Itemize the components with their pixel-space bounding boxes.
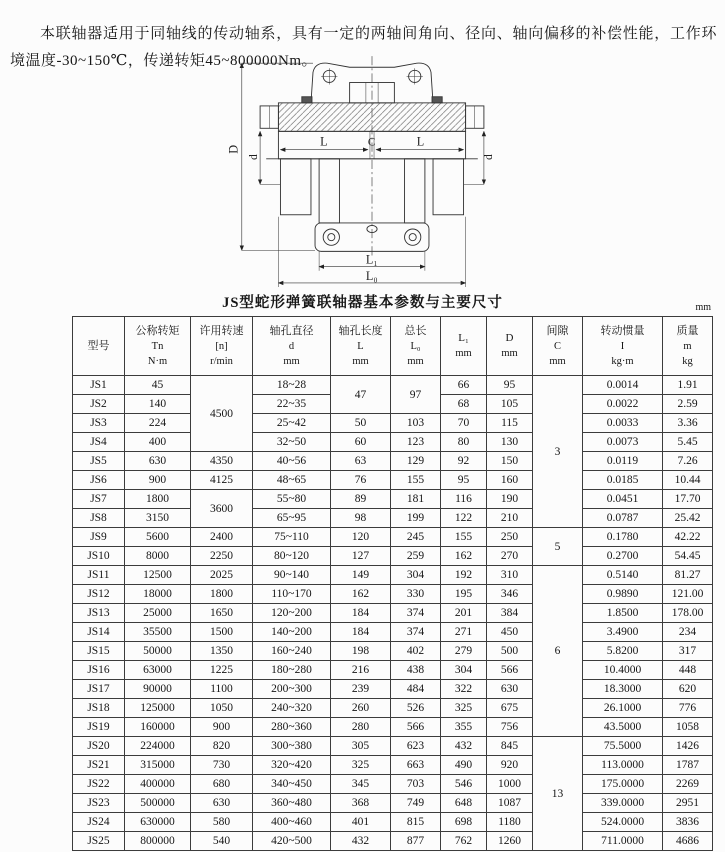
cell: 18~28 <box>253 376 331 395</box>
cell: 524.0000 <box>583 813 663 832</box>
cell: 648 <box>441 794 487 813</box>
table-row <box>73 737 713 756</box>
table-row <box>73 547 713 566</box>
dim-label-D: D <box>226 144 241 154</box>
cell: 762 <box>441 832 487 851</box>
column-header: 轴孔长度 L mm <box>331 317 391 376</box>
cell: 815 <box>391 813 441 832</box>
cell: JS3 <box>73 414 125 433</box>
cell: 155 <box>391 471 441 490</box>
cell: 270 <box>487 547 533 566</box>
table-row <box>73 661 713 680</box>
cell: 122 <box>441 509 487 528</box>
cell: 355 <box>441 718 487 737</box>
cell: JS9 <box>73 528 125 547</box>
dim-label-d-left: d <box>248 154 261 160</box>
cell: 703 <box>391 775 441 794</box>
cell: JS23 <box>73 794 125 813</box>
cell: 360~480 <box>253 794 331 813</box>
table-row <box>73 699 713 718</box>
column-header: 总长 L₀ mm <box>391 317 441 376</box>
cell: 730 <box>191 756 253 775</box>
cell: 432 <box>331 832 391 851</box>
cell: 259 <box>391 547 441 566</box>
intro-paragraph: 本联轴器适用于同轴线的传动轴系，具有一定的两轴间角向、径向、轴向偏移的补偿性能，工作环境温度-30~150℃，传递转矩45~800000Nm。 <box>10 26 717 69</box>
cell: 438 <box>391 661 441 680</box>
cell: 75~110 <box>253 528 331 547</box>
cell: 3 <box>533 376 583 528</box>
cell: 95 <box>487 376 533 395</box>
cell: 1650 <box>191 604 253 623</box>
cell: 630000 <box>125 813 191 832</box>
cell: 756 <box>487 718 533 737</box>
cell: 129 <box>391 452 441 471</box>
cell: 155 <box>441 528 487 547</box>
cell: 698 <box>441 813 487 832</box>
column-header: 质量 m kg <box>663 317 713 376</box>
cell: 162 <box>441 547 487 566</box>
cell: 500000 <box>125 794 191 813</box>
cell: 89 <box>331 490 391 509</box>
cell: 280~360 <box>253 718 331 737</box>
cell: 776 <box>663 699 713 718</box>
column-header: 型号 <box>73 317 125 376</box>
cell: 1800 <box>125 490 191 509</box>
cell: 3.4900 <box>583 623 663 642</box>
cell: 4500 <box>191 376 253 452</box>
cell: 484 <box>391 680 441 699</box>
table-row <box>73 832 713 851</box>
cell: JS17 <box>73 680 125 699</box>
cell: 374 <box>391 623 441 642</box>
cell: 125000 <box>125 699 191 718</box>
cell: 630 <box>487 680 533 699</box>
cell: 0.0119 <box>583 452 663 471</box>
cell: 115 <box>487 414 533 433</box>
cell: 10.4000 <box>583 661 663 680</box>
cell: 623 <box>391 737 441 756</box>
cell: 526 <box>391 699 441 718</box>
column-header: 轴孔直径 d mm <box>253 317 331 376</box>
cell: 18000 <box>125 585 191 604</box>
dim-label-C: C <box>367 136 376 149</box>
cell: 900 <box>191 718 253 737</box>
table-row <box>73 718 713 737</box>
cell: 201 <box>441 604 487 623</box>
cell: 420~500 <box>253 832 331 851</box>
cell: JS10 <box>73 547 125 566</box>
cell: 60 <box>331 433 391 452</box>
cell: 68 <box>441 395 487 414</box>
cell: JS21 <box>73 756 125 775</box>
cell: 5600 <box>125 528 191 547</box>
table-row <box>73 566 713 585</box>
cell: 4350 <box>191 452 253 471</box>
cell: 0.0451 <box>583 490 663 509</box>
cell: 1500 <box>191 623 253 642</box>
cell: 2400 <box>191 528 253 547</box>
cell: 2951 <box>663 794 713 813</box>
cell: 98 <box>331 509 391 528</box>
cell: 97 <box>391 376 441 414</box>
cell: 76 <box>331 471 391 490</box>
cell: 26.1000 <box>583 699 663 718</box>
cell: 1058 <box>663 718 713 737</box>
cell: 1426 <box>663 737 713 756</box>
cell: 448 <box>663 661 713 680</box>
cell: 566 <box>391 718 441 737</box>
cell: JS6 <box>73 471 125 490</box>
cell: 80~120 <box>253 547 331 566</box>
cell: JS2 <box>73 395 125 414</box>
table-row <box>73 452 713 471</box>
cell: 5.8200 <box>583 642 663 661</box>
cell: 81.27 <box>663 566 713 585</box>
table-unit-note: mm <box>695 302 711 313</box>
cell: 113.0000 <box>583 756 663 775</box>
cell: 320~420 <box>253 756 331 775</box>
cell: 322 <box>441 680 487 699</box>
cell: 50 <box>331 414 391 433</box>
cell: 92 <box>441 452 487 471</box>
cell: 63 <box>331 452 391 471</box>
cell: 0.1780 <box>583 528 663 547</box>
cell: 116 <box>441 490 487 509</box>
cell: 400~460 <box>253 813 331 832</box>
cell: 1050 <box>191 699 253 718</box>
cell: 195 <box>441 585 487 604</box>
cell: 0.0022 <box>583 395 663 414</box>
cell: 345 <box>331 775 391 794</box>
cell: 0.0014 <box>583 376 663 395</box>
cell: 1.8500 <box>583 604 663 623</box>
cell: 127 <box>331 547 391 566</box>
cell: 271 <box>441 623 487 642</box>
cell: 65~95 <box>253 509 331 528</box>
cell: 95 <box>441 471 487 490</box>
cell: 66 <box>441 376 487 395</box>
cell: 820 <box>191 737 253 756</box>
cell: 54.45 <box>663 547 713 566</box>
header-row <box>73 317 713 376</box>
cell: 175.0000 <box>583 775 663 794</box>
cell: 234 <box>663 623 713 642</box>
cell: 160~240 <box>253 642 331 661</box>
cell: 315000 <box>125 756 191 775</box>
cell: JS20 <box>73 737 125 756</box>
cell: 48~65 <box>253 471 331 490</box>
cell: 121.00 <box>663 585 713 604</box>
cell: 1087 <box>487 794 533 813</box>
cell: JS4 <box>73 433 125 452</box>
cell: 12500 <box>125 566 191 585</box>
table-row <box>73 813 713 832</box>
table-row <box>73 509 713 528</box>
parameters-table <box>72 316 713 851</box>
table-row <box>73 490 713 509</box>
cell: 150 <box>487 452 533 471</box>
cell: 162 <box>331 585 391 604</box>
table-body <box>73 376 713 851</box>
cell: 1180 <box>487 813 533 832</box>
cell: 63000 <box>125 661 191 680</box>
cell: 140 <box>125 395 191 414</box>
cell: 224 <box>125 414 191 433</box>
cell: 310 <box>487 566 533 585</box>
cell: 103 <box>391 414 441 433</box>
cell: 845 <box>487 737 533 756</box>
cell: 330 <box>391 585 441 604</box>
cell: 180~280 <box>253 661 331 680</box>
table-row <box>73 756 713 775</box>
cell: 55~80 <box>253 490 331 509</box>
table-row <box>73 585 713 604</box>
cell: JS8 <box>73 509 125 528</box>
cell: 70 <box>441 414 487 433</box>
cell: JS12 <box>73 585 125 604</box>
cell: 7.26 <box>663 452 713 471</box>
cell: JS5 <box>73 452 125 471</box>
cell: 325 <box>331 756 391 775</box>
column-header: 转动惯量 I kg·m <box>583 317 663 376</box>
cell: JS15 <box>73 642 125 661</box>
cell: 224000 <box>125 737 191 756</box>
table-row <box>73 775 713 794</box>
cell: 432 <box>441 737 487 756</box>
cell: 192 <box>441 566 487 585</box>
cell: 800000 <box>125 832 191 851</box>
cell: 2269 <box>663 775 713 794</box>
cell: 0.0185 <box>583 471 663 490</box>
cell: 149 <box>331 566 391 585</box>
cell: 200~300 <box>253 680 331 699</box>
cell: 305 <box>331 737 391 756</box>
coupling-drawing <box>226 52 518 288</box>
cell: 900 <box>125 471 191 490</box>
cell: 566 <box>487 661 533 680</box>
table-row <box>73 414 713 433</box>
cell: JS13 <box>73 604 125 623</box>
cell: 5.45 <box>663 433 713 452</box>
cell: 400 <box>125 433 191 452</box>
cell: 580 <box>191 813 253 832</box>
cell: 4125 <box>191 471 253 490</box>
cell: 35500 <box>125 623 191 642</box>
cell: 1100 <box>191 680 253 699</box>
dim-label-L0: L₀ <box>365 268 378 283</box>
cell: 10.44 <box>663 471 713 490</box>
cell: 184 <box>331 604 391 623</box>
cell: 1000 <box>487 775 533 794</box>
cell: 630 <box>191 794 253 813</box>
cell: JS19 <box>73 718 125 737</box>
cell: 181 <box>391 490 441 509</box>
cell: 2250 <box>191 547 253 566</box>
cell: 75.5000 <box>583 737 663 756</box>
table-row <box>73 623 713 642</box>
cell: 3836 <box>663 813 713 832</box>
cell: 130 <box>487 433 533 452</box>
cell: 1800 <box>191 585 253 604</box>
cell: 630 <box>125 452 191 471</box>
cell: 317 <box>663 642 713 661</box>
cell: 279 <box>441 642 487 661</box>
column-header: 间隙 C mm <box>533 317 583 376</box>
cell: 1225 <box>191 661 253 680</box>
cell: 216 <box>331 661 391 680</box>
cell: 401 <box>331 813 391 832</box>
cell: 90~140 <box>253 566 331 585</box>
cell: 8000 <box>125 547 191 566</box>
cell: 1787 <box>663 756 713 775</box>
cell: 1350 <box>191 642 253 661</box>
cell: JS22 <box>73 775 125 794</box>
column-header: L₁ mm <box>441 317 487 376</box>
cell: 3600 <box>191 490 253 528</box>
cell: 80 <box>441 433 487 452</box>
cell: 210 <box>487 509 533 528</box>
cell: 25~42 <box>253 414 331 433</box>
cell: 711.0000 <box>583 832 663 851</box>
cell: 123 <box>391 433 441 452</box>
cell: 50000 <box>125 642 191 661</box>
cell: 5 <box>533 528 583 566</box>
cell: 304 <box>391 566 441 585</box>
cell: 25.42 <box>663 509 713 528</box>
cell: 0.0073 <box>583 433 663 452</box>
cell: 190 <box>487 490 533 509</box>
cell: 540 <box>191 832 253 851</box>
cell: 184 <box>331 623 391 642</box>
cell: 160000 <box>125 718 191 737</box>
cell: 4686 <box>663 832 713 851</box>
cell: JS11 <box>73 566 125 585</box>
cell: 40~56 <box>253 452 331 471</box>
cell: 140~200 <box>253 623 331 642</box>
dim-label-L1: L₁ <box>365 252 378 267</box>
cell: 368 <box>331 794 391 813</box>
cell: 260 <box>331 699 391 718</box>
cell: 105 <box>487 395 533 414</box>
cell: 3.36 <box>663 414 713 433</box>
cell: JS25 <box>73 832 125 851</box>
cell: 374 <box>391 604 441 623</box>
cell: 120~200 <box>253 604 331 623</box>
cell: 340~450 <box>253 775 331 794</box>
cell: 450 <box>487 623 533 642</box>
table-row <box>73 528 713 547</box>
cell: 675 <box>487 699 533 718</box>
cell: 402 <box>391 642 441 661</box>
column-header: 许用转速 [n] r/min <box>191 317 253 376</box>
cell: 680 <box>191 775 253 794</box>
cell: JS7 <box>73 490 125 509</box>
cell: 3150 <box>125 509 191 528</box>
table-header <box>73 317 713 376</box>
table-row <box>73 680 713 699</box>
table-row <box>73 642 713 661</box>
cell: JS18 <box>73 699 125 718</box>
cell: 240~320 <box>253 699 331 718</box>
cell: 13 <box>533 737 583 851</box>
cell: 6 <box>533 566 583 737</box>
cell: 2025 <box>191 566 253 585</box>
cell: 620 <box>663 680 713 699</box>
dim-label-d-right: d <box>483 154 496 160</box>
cell: 110~170 <box>253 585 331 604</box>
dim-label-L-right: L <box>416 134 425 149</box>
cell: 0.0033 <box>583 414 663 433</box>
cell: 43.5000 <box>583 718 663 737</box>
cell: 920 <box>487 756 533 775</box>
cell: 120 <box>331 528 391 547</box>
cell: 400000 <box>125 775 191 794</box>
cell: 346 <box>487 585 533 604</box>
cell: JS14 <box>73 623 125 642</box>
cell: 18.3000 <box>583 680 663 699</box>
table-row <box>73 471 713 490</box>
cell: 2.59 <box>663 395 713 414</box>
cell: 339.0000 <box>583 794 663 813</box>
table-row <box>73 604 713 623</box>
table-row <box>73 433 713 452</box>
cell: 160 <box>487 471 533 490</box>
cell: 250 <box>487 528 533 547</box>
cell: 47 <box>331 376 391 414</box>
cell: 749 <box>391 794 441 813</box>
cell: 663 <box>391 756 441 775</box>
cell: 0.5140 <box>583 566 663 585</box>
table-row <box>73 376 713 395</box>
cell: 304 <box>441 661 487 680</box>
cell: 546 <box>441 775 487 794</box>
dim-label-L-left: L <box>320 134 328 149</box>
cell: 0.9890 <box>583 585 663 604</box>
cell: 384 <box>487 604 533 623</box>
cell: JS16 <box>73 661 125 680</box>
cell: 17.70 <box>663 490 713 509</box>
cell: 300~380 <box>253 737 331 756</box>
table-title: JS型蛇形弹簧联轴器基本参数与主要尺寸 <box>222 295 503 311</box>
cell: 490 <box>441 756 487 775</box>
cell: 42.22 <box>663 528 713 547</box>
cell: 25000 <box>125 604 191 623</box>
cell: JS24 <box>73 813 125 832</box>
cell: 0.0787 <box>583 509 663 528</box>
cell: 90000 <box>125 680 191 699</box>
cell: JS1 <box>73 376 125 395</box>
column-header: D mm <box>487 317 533 376</box>
cell: 178.00 <box>663 604 713 623</box>
cell: 45 <box>125 376 191 395</box>
cell: 199 <box>391 509 441 528</box>
cell: 877 <box>391 832 441 851</box>
cell: 22~35 <box>253 395 331 414</box>
column-header: 公称转矩 Tn N·m <box>125 317 191 376</box>
cell: 32~50 <box>253 433 331 452</box>
cell: 280 <box>331 718 391 737</box>
cell: 198 <box>331 642 391 661</box>
cell: 325 <box>441 699 487 718</box>
cell: 245 <box>391 528 441 547</box>
cell: 239 <box>331 680 391 699</box>
cell: 1.91 <box>663 376 713 395</box>
cell: 500 <box>487 642 533 661</box>
cell: 0.2700 <box>583 547 663 566</box>
table-row <box>73 794 713 813</box>
cell: 1260 <box>487 832 533 851</box>
